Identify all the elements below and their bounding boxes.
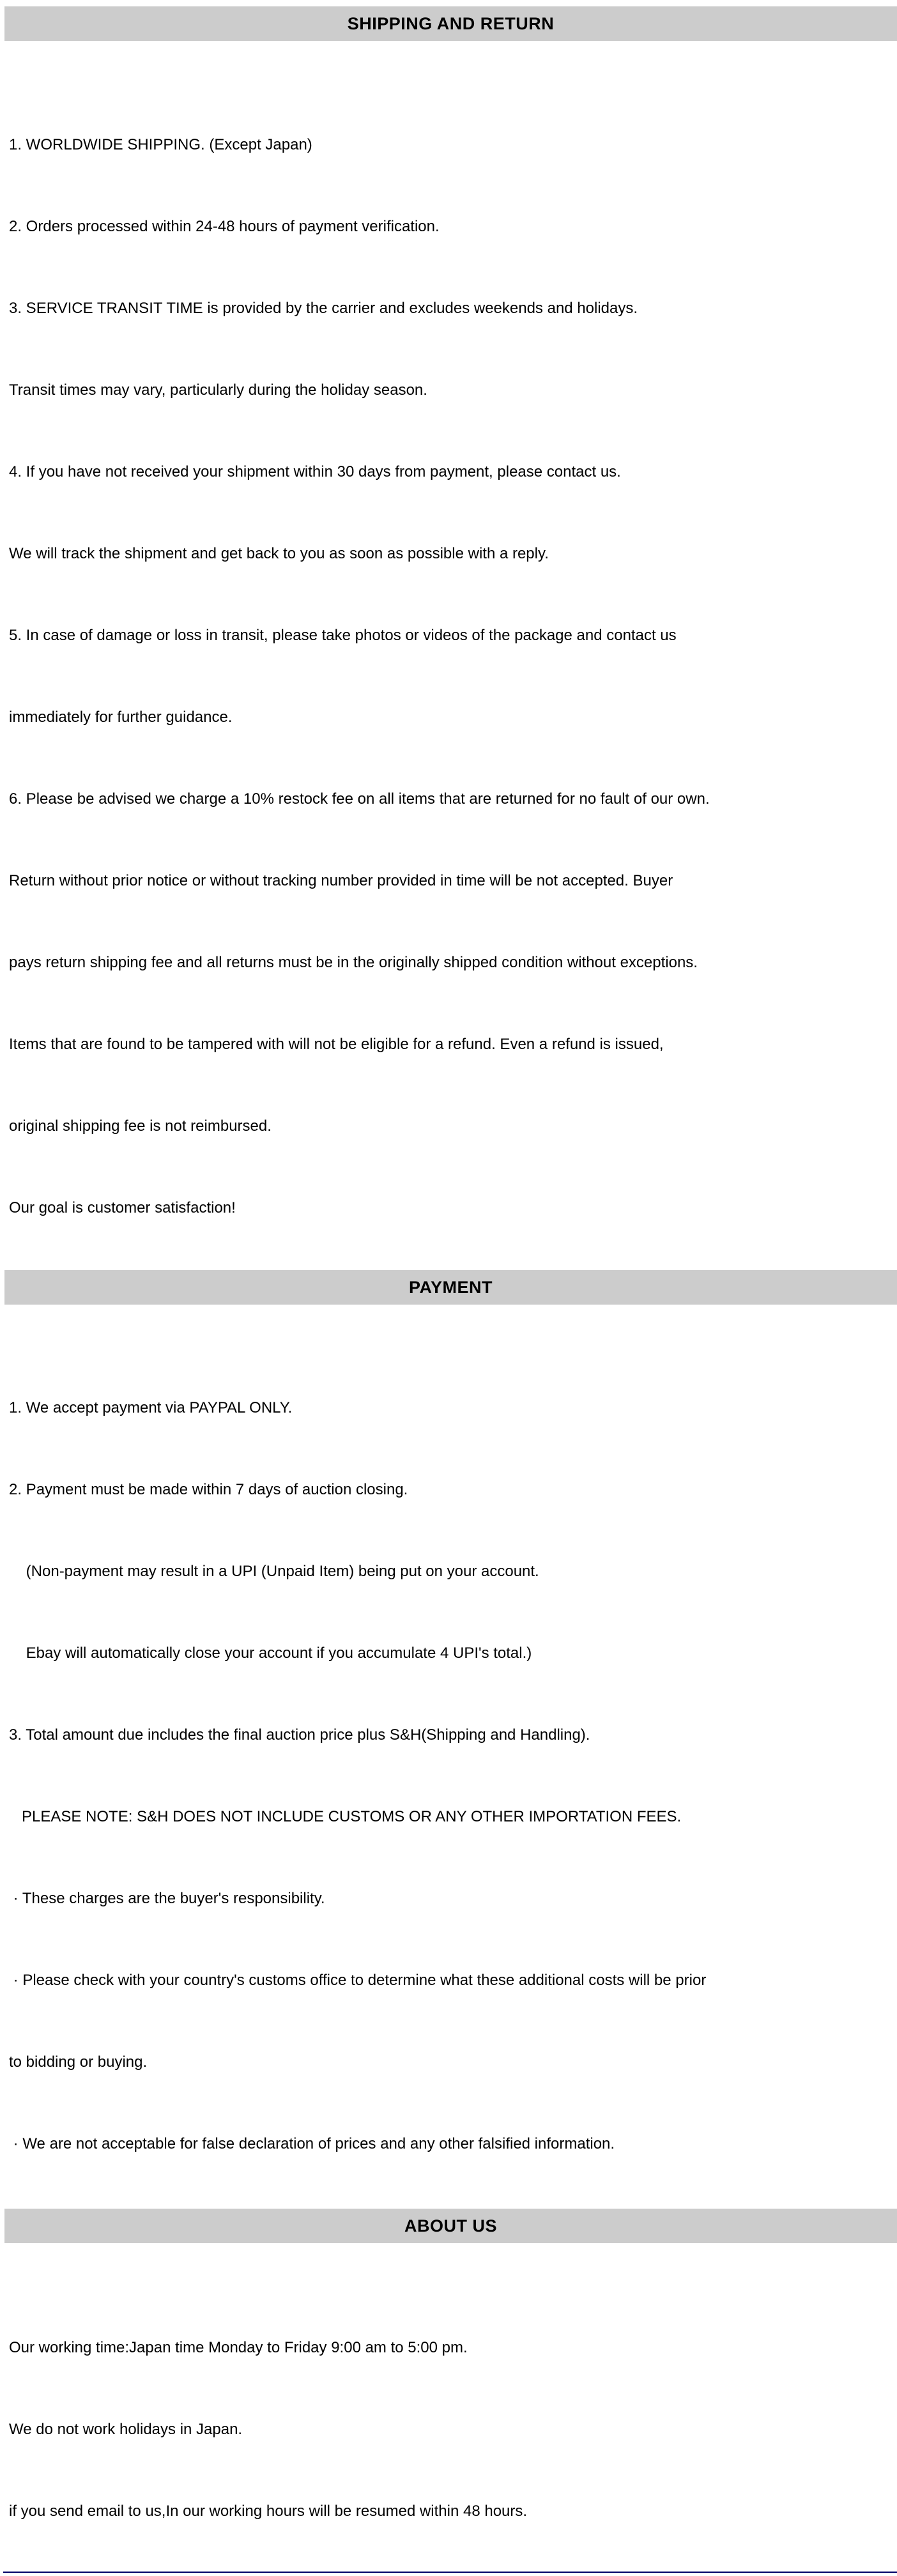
text-line: (Non-payment may result in a UPI (Unpaid Item) being put on your account. bbox=[9, 1563, 539, 1580]
text-line: 6. Please be advised we charge a 10% restock fee on all items that are returned for no fault of our own. bbox=[9, 790, 710, 808]
shipping-header-bar bbox=[4, 6, 897, 41]
text-line: 5. In case of damage or loss in transit, please take photos or videos of the package and contact us bbox=[9, 627, 677, 644]
text-line: 2. Payment must be made within 7 days of auction closing. bbox=[9, 1481, 408, 1498]
shipping-policy-text bbox=[0, 53, 897, 1259]
section-payment bbox=[0, 1270, 897, 2195]
text-line: 1. WORLDWIDE SHIPPING. (Except Japan) bbox=[9, 136, 312, 153]
text-line: · We are not acceptable for false declaration of prices and any other falsified information. bbox=[9, 2135, 615, 2152]
text-line: Our goal is customer satisfaction! bbox=[9, 1199, 236, 1216]
text-line: immediately for further guidance. bbox=[9, 709, 233, 726]
text-line: PLEASE NOTE: S&H DOES NOT INCLUDE CUSTOMS OR ANY OTHER IMPORTATION FEES. bbox=[9, 1808, 682, 1825]
text-line: pays return shipping fee and all returns must be in the originally shipped condition without exceptions. bbox=[9, 954, 698, 971]
text-line: 3. SERVICE TRANSIT TIME is provided by the carrier and excludes weekends and holidays. bbox=[9, 300, 638, 317]
about-us-section-title: ABOUT US bbox=[404, 2216, 497, 2235]
payment-section-title: PAYMENT bbox=[408, 1277, 493, 1297]
shipping-section-title: SHIPPING AND RETURN bbox=[347, 13, 555, 33]
text-line: 3. Total amount due includes the final auction price plus S&H(Shipping and Handling). bbox=[9, 1726, 590, 1744]
text-line: Ebay will automatically close your account if you accumulate 4 UPI's total.) bbox=[9, 1644, 532, 1662]
payment-policy-text bbox=[0, 1316, 897, 2195]
about-us-text bbox=[0, 2256, 897, 2563]
text-line: · These charges are the buyer's responsibility. bbox=[9, 1890, 325, 1907]
text-line: 2. Orders processed within 24-48 hours of payment verification. bbox=[9, 218, 440, 235]
text-line: 4. If you have not received your shipment within 30 days from payment, please contact us. bbox=[9, 463, 621, 480]
about-us-header-bar bbox=[4, 2209, 897, 2243]
section-shipping bbox=[0, 6, 897, 1259]
text-line: 1. We accept payment via PAYPAL ONLY. bbox=[9, 1399, 293, 1416]
text-line: · Please check with your country's customs office to determine what these additional costs will be prior bbox=[9, 1972, 707, 1989]
text-line: Transit times may vary, particularly during the holiday season. bbox=[9, 381, 427, 399]
text-line: We will track the shipment and get back to you as soon as possible with a reply. bbox=[9, 545, 549, 562]
bottom-divider bbox=[3, 2572, 897, 2576]
text-line: Items that are found to be tampered with will not be eligible for a refund. Even a refund is issued, bbox=[9, 1036, 664, 1053]
text-line: if you send email to us,In our working hours will be resumed within 48 hours. bbox=[9, 2503, 528, 2520]
payment-header-bar bbox=[4, 1270, 897, 1305]
text-line: original shipping fee is not reimbursed. bbox=[9, 1117, 272, 1135]
text-line: Our working time:Japan time Monday to Friday 9:00 am to 5:00 pm. bbox=[9, 2339, 468, 2356]
text-line: We do not work holidays in Japan. bbox=[9, 2421, 243, 2438]
seller-policy-page bbox=[0, 6, 897, 2520]
section-about-us bbox=[0, 2209, 897, 2563]
text-line: Return without prior notice or without tracking number provided in time will be not accepted. Buyer bbox=[9, 872, 673, 889]
text-line: to bidding or buying. bbox=[9, 2053, 148, 2071]
